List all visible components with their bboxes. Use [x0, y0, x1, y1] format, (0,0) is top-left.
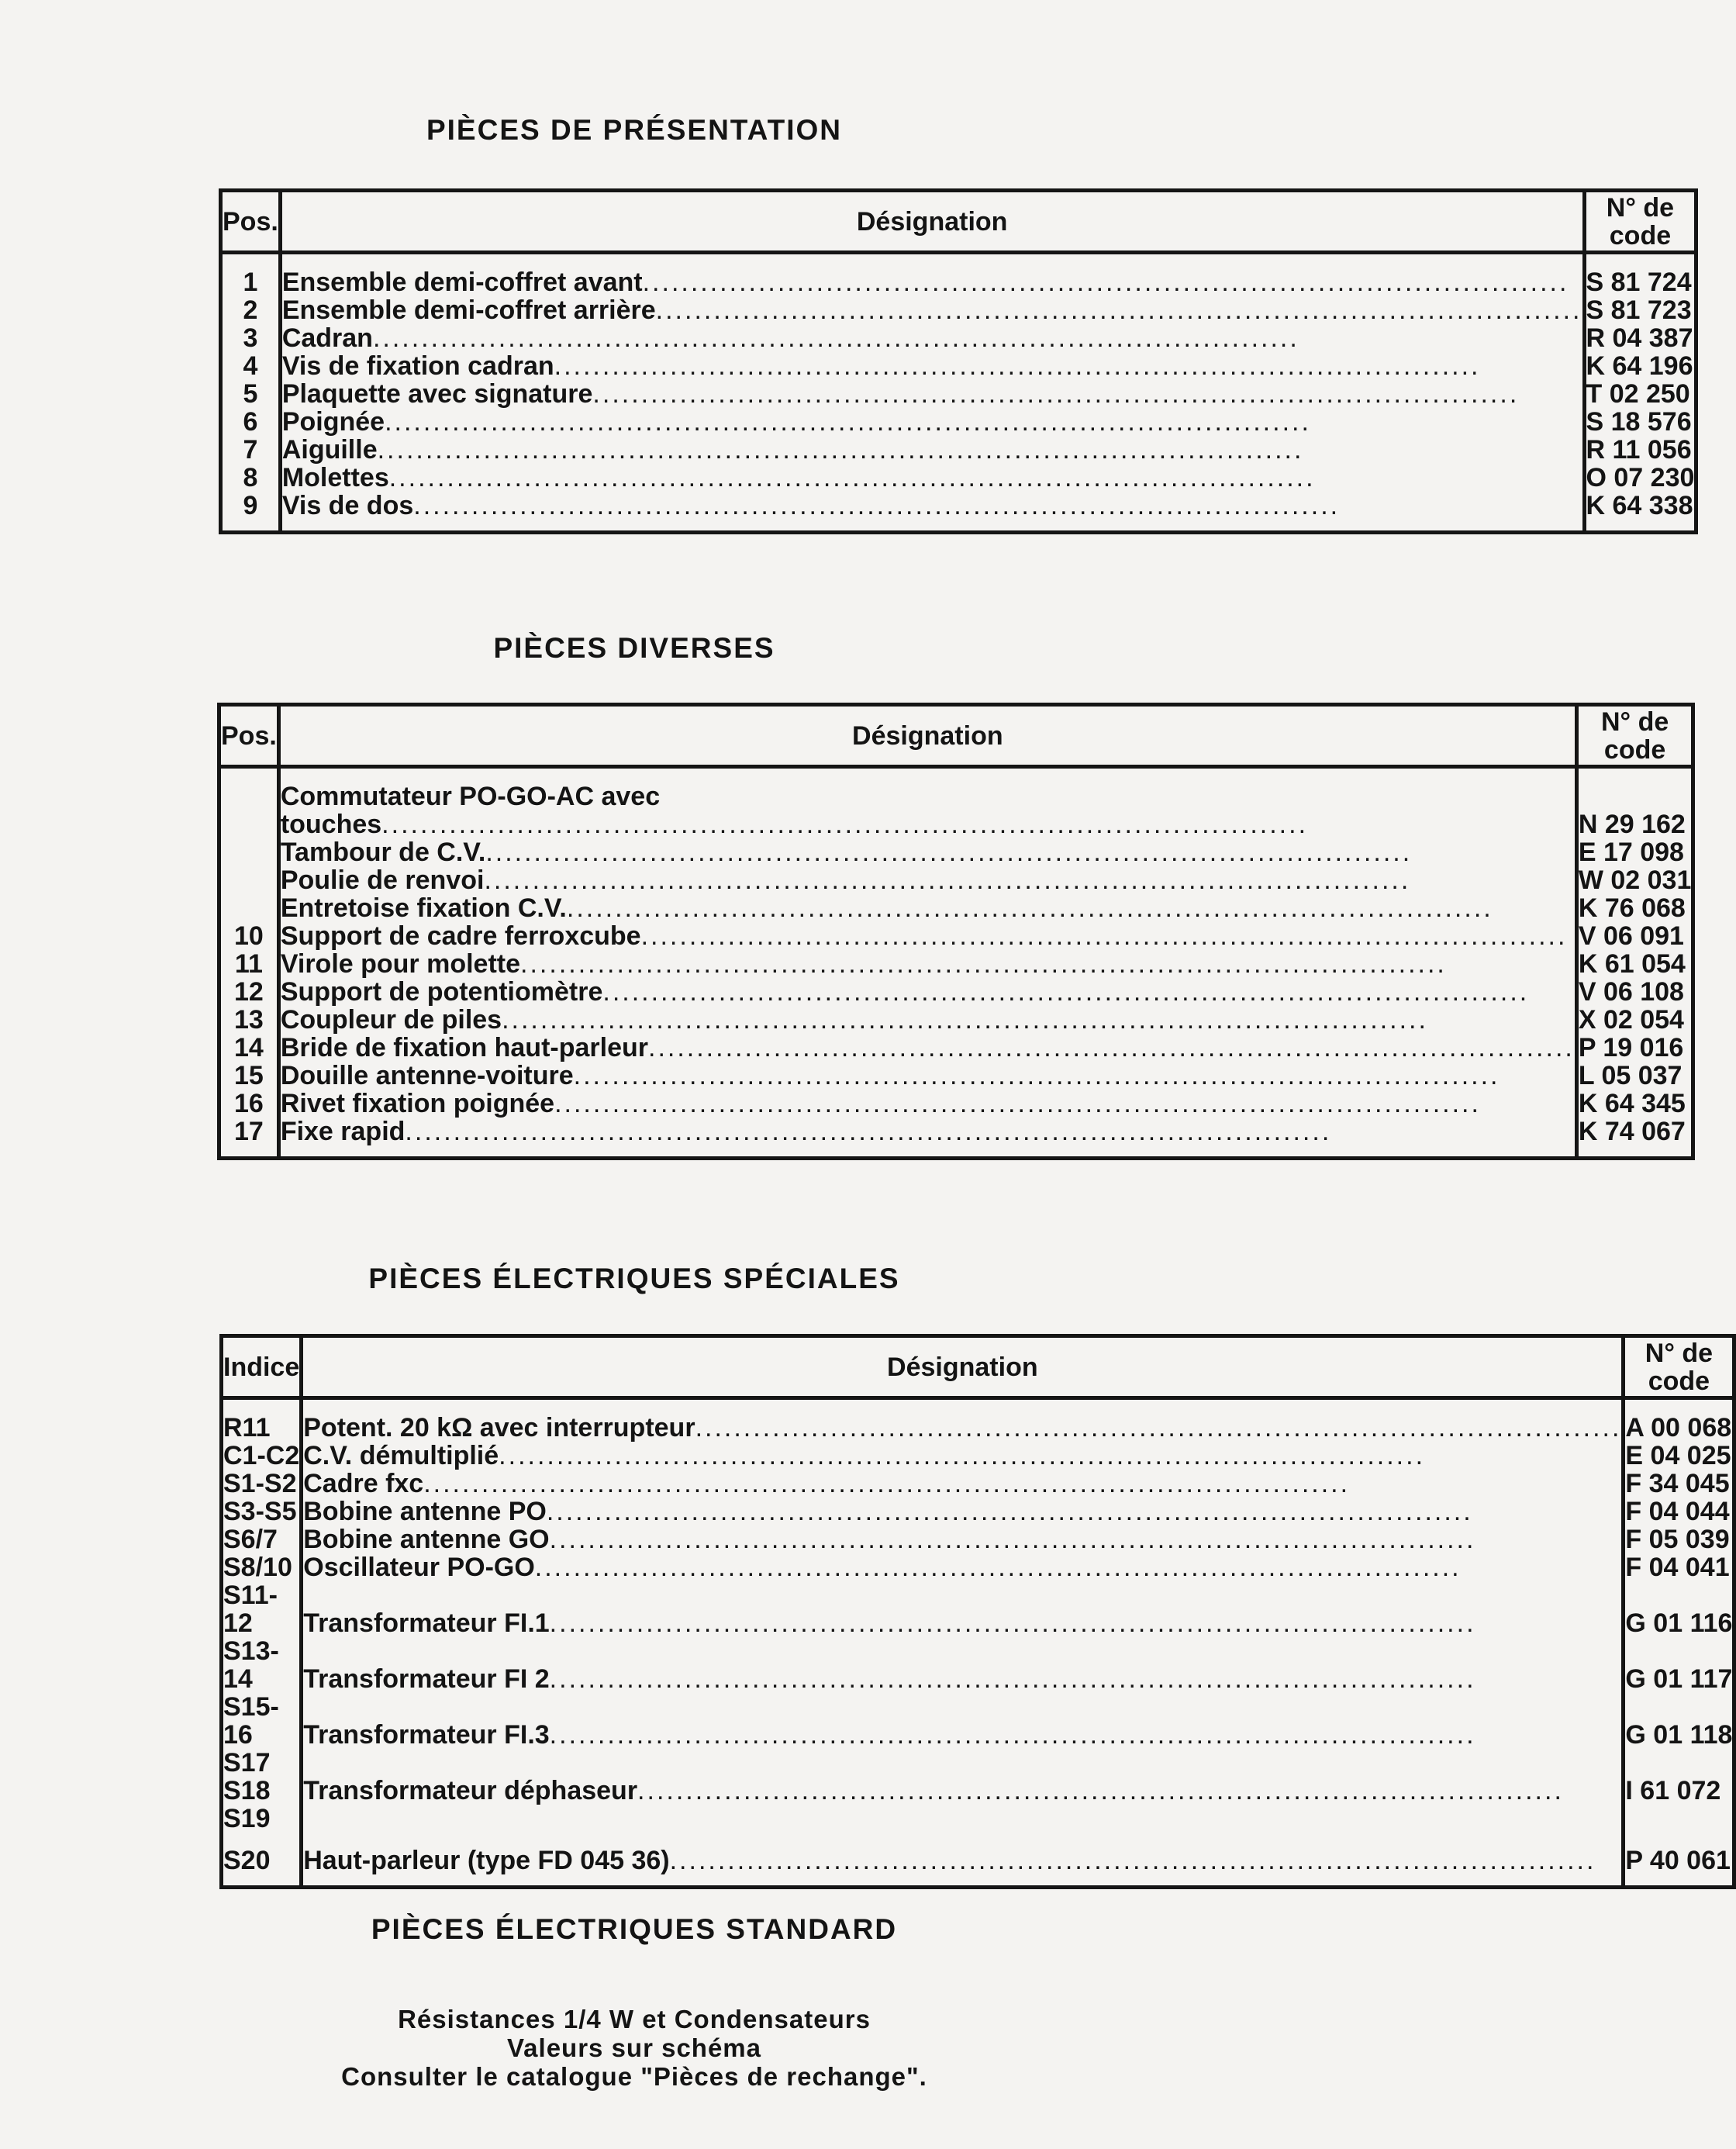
row-code: S 81 723: [1586, 295, 1692, 325]
row-indice: S15-16: [222, 1693, 302, 1749]
row-code: G 01 117: [1625, 1664, 1733, 1694]
row-pos: 1: [221, 268, 281, 296]
row-code: L 05 037: [1578, 1061, 1683, 1090]
row-code: N 29 162: [1578, 810, 1686, 839]
row-designation: Coupleur de piles: [280, 1005, 502, 1035]
row-designation: Bobine antenne PO: [303, 1497, 547, 1526]
row-indice: S8/10: [222, 1553, 302, 1581]
table-row: [222, 1581, 1734, 1637]
note-line: Résistances 1/4 W et Condensateurs: [398, 2005, 871, 2033]
leader-dots: [550, 1665, 1622, 1693]
table-row: [221, 464, 1696, 492]
row-code: S 18 576: [1586, 407, 1692, 437]
table-row: [219, 1118, 1693, 1145]
table-row: [219, 1090, 1693, 1118]
row-designation: Fixe rapid: [280, 1117, 406, 1146]
leader-dots: [695, 1414, 1622, 1442]
row-designation: Molettes: [281, 463, 389, 492]
leader-dots: [423, 1470, 1621, 1498]
row-code: F 04 041: [1625, 1553, 1730, 1582]
row-pos: 3: [221, 324, 281, 352]
table-speciales: [219, 1334, 1736, 1889]
row-code: V 06 108: [1578, 977, 1684, 1007]
table-row: [219, 950, 1693, 978]
table-row: [221, 352, 1696, 380]
table-row: [221, 408, 1696, 436]
leader-dots: [389, 464, 1582, 492]
section-title-presentation: PIÈCES DE PRÉSENTATION: [426, 114, 843, 146]
table-row: [222, 1777, 1734, 1805]
table-row: [221, 436, 1696, 464]
table-row: [219, 922, 1693, 950]
row-code: G 01 116: [1625, 1608, 1733, 1638]
leader-dots: [637, 1777, 1621, 1805]
leader-dots: [670, 1847, 1622, 1874]
row-designation: Entretoise fixation C.V.: [280, 893, 567, 923]
row-pos: 2: [221, 296, 281, 324]
row-designation: Tambour de C.V.: [280, 838, 486, 867]
row-indice: S13-14: [222, 1637, 302, 1693]
header-designation: Désignation: [302, 1336, 1624, 1398]
section-title-diverses: PIÈCES DIVERSES: [493, 632, 775, 664]
row-code: R 04 387: [1586, 323, 1693, 353]
row-designation: Support de cadre ferroxcube: [280, 921, 641, 951]
row-code: K 61 054: [1578, 949, 1686, 979]
row-indice: S20: [222, 1847, 302, 1874]
row-code: F 05 039: [1625, 1525, 1730, 1554]
section-title-speciales: PIÈCES ÉLECTRIQUES SPÉCIALES: [368, 1263, 900, 1294]
row-pos: 12: [219, 978, 279, 1006]
header-code: N° de code: [1584, 191, 1696, 253]
row-pos: [219, 866, 279, 894]
row-designation: Transformateur FI.3: [303, 1720, 550, 1750]
leader-dots: [484, 866, 1574, 894]
table-row: [222, 1442, 1734, 1470]
row-pos: 8: [221, 464, 281, 492]
row-code: P 40 061: [1625, 1846, 1731, 1875]
row-indice: S17: [222, 1749, 302, 1777]
leader-dots: [550, 1609, 1622, 1637]
leader-dots: [592, 380, 1582, 408]
row-designation: Plaquette avec signature: [281, 379, 593, 409]
leader-dots: [602, 978, 1574, 1006]
row-pos: 6: [221, 408, 281, 436]
row-code: K 64 196: [1586, 351, 1693, 381]
table-row: [219, 1034, 1693, 1062]
table-row: [222, 1498, 1734, 1525]
leader-dots: [381, 810, 1575, 838]
row-indice: S6/7: [222, 1525, 302, 1553]
table-row: [219, 810, 1693, 838]
row-designation: Cadre fxc: [303, 1469, 424, 1498]
table-row: [219, 978, 1693, 1006]
table-row: [221, 380, 1696, 408]
table-row: [222, 1553, 1734, 1581]
leader-dots: [385, 408, 1582, 436]
leader-dots: [656, 296, 1582, 324]
row-code: E 04 025: [1625, 1441, 1731, 1470]
leader-dots: [550, 1721, 1622, 1749]
row-indice: S1-S2: [222, 1470, 302, 1498]
table-row: [221, 492, 1696, 520]
leader-dots: [520, 950, 1575, 978]
leader-dots: [641, 922, 1575, 950]
row-designation: Bobine antenne GO: [303, 1525, 550, 1554]
header-indice: Indice: [222, 1336, 302, 1398]
row-code: F 04 044: [1625, 1497, 1730, 1526]
row-pos: [219, 810, 279, 838]
table-row: [222, 1749, 1734, 1777]
row-code: O 07 230: [1586, 463, 1695, 492]
row-pos: [219, 838, 279, 866]
row-designation: Poulie de renvoi: [280, 865, 485, 895]
row-code: G 01 118: [1625, 1720, 1733, 1750]
row-designation: Aiguille: [281, 435, 378, 465]
table-row: [222, 1470, 1734, 1498]
row-designation: Transformateur FI 2: [303, 1664, 550, 1694]
row-designation: Support de potentiomètre: [280, 977, 603, 1007]
leader-dots: [502, 1006, 1575, 1034]
row-code: K 64 338: [1586, 491, 1693, 520]
row-code: A 00 068: [1625, 1413, 1732, 1442]
row-designation: Ensemble demi-coffret arrière: [281, 295, 656, 325]
header-designation: Désignation: [278, 705, 1576, 767]
table-row: [219, 1006, 1693, 1034]
table-presentation: [219, 188, 1698, 534]
row-code: V 06 091: [1578, 921, 1684, 951]
header-pos: Pos.: [219, 705, 279, 767]
row-code: X 02 054: [1578, 1005, 1684, 1035]
row-code: T 02 250: [1586, 379, 1690, 409]
table-row: [219, 838, 1693, 866]
table-row: [221, 296, 1696, 324]
row-indice: S11-12: [222, 1581, 302, 1637]
table-row: [222, 1414, 1734, 1442]
leader-dots: [373, 324, 1582, 352]
table-row: [222, 1847, 1734, 1874]
header-pos: Pos.: [221, 191, 281, 253]
row-pos: 5: [221, 380, 281, 408]
row-pos: 9: [221, 492, 281, 520]
leader-dots: [413, 492, 1582, 520]
header-code: N° de code: [1624, 1336, 1734, 1398]
leader-dots: [485, 838, 1575, 866]
row-code: S 81 724: [1586, 268, 1692, 297]
row-designation: Transformateur FI.1: [303, 1608, 550, 1638]
row-designation: touches: [280, 810, 382, 839]
row-pos: 14: [219, 1034, 279, 1062]
standard-note: [0, 2005, 1268, 2091]
leader-dots: [567, 894, 1575, 922]
row-designation: Transformateur déphaseur: [303, 1776, 638, 1805]
row-indice: C1-C2: [222, 1442, 302, 1470]
table-row: [219, 783, 1693, 810]
row-code: K 64 345: [1578, 1089, 1686, 1118]
leader-dots: [648, 1034, 1575, 1062]
row-designation: Haut-parleur (type FD 045 36): [303, 1846, 670, 1875]
table-row: [221, 324, 1696, 352]
row-indice: S18: [222, 1777, 302, 1805]
row-indice: S3-S5: [222, 1498, 302, 1525]
row-designation: Poignée: [281, 407, 385, 437]
leader-dots: [643, 268, 1582, 296]
header-designation: Désignation: [280, 191, 1584, 253]
row-pos: [219, 894, 279, 922]
row-code: W 02 031: [1578, 865, 1692, 895]
row-pos: 17: [219, 1118, 279, 1145]
row-code: K 74 067: [1578, 1117, 1686, 1146]
leader-dots: [535, 1553, 1622, 1581]
table-row: [222, 1693, 1734, 1749]
row-designation-line: Commutateur PO-GO-AC avec: [280, 782, 661, 811]
row-code: K 76 068: [1578, 893, 1686, 923]
note-line: Valeurs sur schéma: [506, 2033, 762, 2062]
row-designation: Vis de dos: [281, 491, 414, 520]
row-pos: 10: [219, 922, 279, 950]
row-designation: C.V. démultiplié: [303, 1441, 499, 1470]
row-pos: 7: [221, 436, 281, 464]
row-indice: R11: [222, 1414, 302, 1442]
leader-dots: [405, 1118, 1574, 1145]
table-row: [222, 1637, 1734, 1693]
row-pos: 13: [219, 1006, 279, 1034]
table-row: [219, 866, 1693, 894]
row-designation: Oscillateur PO-GO: [303, 1553, 535, 1582]
row-code: P 19 016: [1578, 1033, 1684, 1062]
leader-dots: [574, 1062, 1575, 1090]
table-row: [219, 894, 1693, 922]
table-row: [222, 1525, 1734, 1553]
row-pos: 16: [219, 1090, 279, 1118]
row-designation: Cadran: [281, 323, 373, 353]
row-pos: 15: [219, 1062, 279, 1090]
row-designation: Ensemble demi-coffret avant: [281, 268, 643, 297]
leader-dots: [547, 1498, 1622, 1525]
row-designation: Bride de fixation haut-parleur: [280, 1033, 648, 1062]
table-row: [221, 268, 1696, 296]
leader-dots: [554, 1090, 1575, 1118]
row-code: E 17 098: [1578, 838, 1684, 867]
row-designation: Douille antenne-voiture: [280, 1061, 574, 1090]
note-line: Consulter le catalogue "Pièces de rechange".: [341, 2062, 927, 2091]
row-designation: Vis de fixation cadran: [281, 351, 554, 381]
row-designation: Virole pour molette: [280, 949, 521, 979]
section-title-standard: PIÈCES ÉLECTRIQUES STANDARD: [371, 1913, 898, 1945]
row-code: R 11 056: [1586, 435, 1692, 465]
row-pos: 11: [219, 950, 279, 978]
row-pos: 4: [221, 352, 281, 380]
table-row: [222, 1805, 1734, 1833]
table-diverses: [217, 703, 1695, 1160]
row-code: F 34 045: [1625, 1469, 1730, 1498]
row-designation: Rivet fixation poignée: [280, 1089, 555, 1118]
row-indice: S19: [222, 1805, 302, 1833]
leader-dots: [378, 436, 1582, 464]
leader-dots: [550, 1525, 1622, 1553]
leader-dots: [554, 352, 1582, 380]
row-code: I 61 072: [1625, 1776, 1721, 1805]
leader-dots: [499, 1442, 1621, 1470]
row-designation: Potent. 20 kΩ avec interrupteur: [303, 1413, 695, 1442]
table-row: [219, 1062, 1693, 1090]
header-code: N° de code: [1576, 705, 1693, 767]
